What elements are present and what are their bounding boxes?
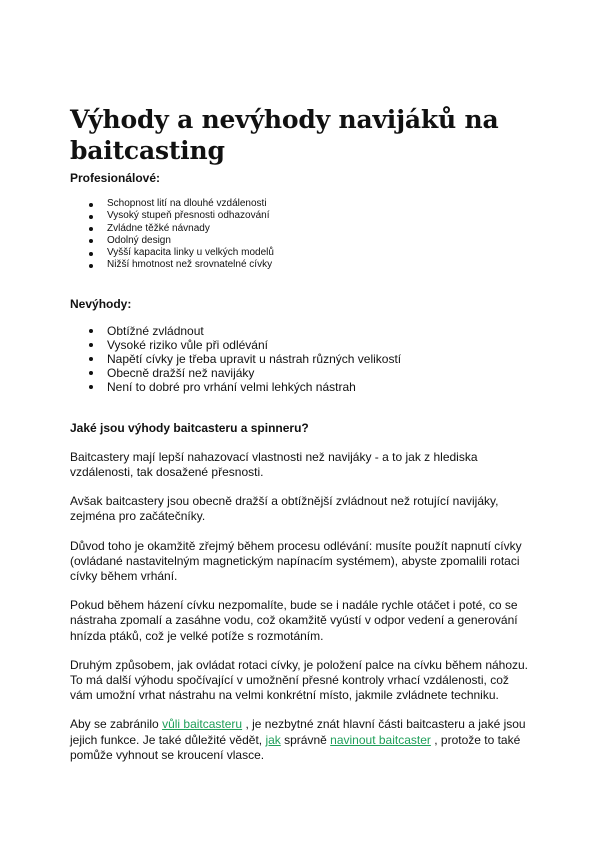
cons-list xyxy=(70,324,530,394)
list-item: Vyšší kapacita linky u velkých modelů xyxy=(70,247,530,259)
link-how[interactable]: jak xyxy=(265,732,281,747)
paragraph-text: , je nezbytné znát hlavní části baitcasteru a jaké jsou jejich funkce. Je také důležité vědět, xyxy=(70,717,526,747)
list-item: Odolný design xyxy=(70,235,530,247)
pros-label: Profesionálové: xyxy=(70,171,161,185)
paragraph: Avšak baitcastery jsou obecně dražší a obtížnější zvládnout než rotující navijáky, zejména pro začátečníky. xyxy=(70,494,499,524)
link-baitcaster-backlash[interactable]: vůli baitcasteru xyxy=(162,717,243,732)
paragraph: Pokud během házení cívku nezpomalíte, bude se i nadále rychle otáčet i poté, co se nástraha zpomalí a zasáhne vodu, což okamžitě vyústí v odpor vedení a generování hnízda ptáků, což je velké potíže s rozmotáním. xyxy=(70,598,518,643)
link-spool-baitcaster[interactable]: navinout baitcaster xyxy=(330,732,431,747)
list-item: Obecně dražší než navijáky xyxy=(70,366,530,380)
list-item: Napětí cívky je třeba upravit u nástrah různých velikostí xyxy=(70,352,530,366)
section-question: Jaké jsou výhody baitcasteru a spinneru? xyxy=(70,420,309,435)
pros-list xyxy=(70,198,530,272)
list-item: Není to dobré pro vrhání velmi lehkých nástrah xyxy=(70,380,530,394)
cons-label: Nevýhody: xyxy=(70,296,132,311)
document-page xyxy=(70,104,530,763)
paragraph-text: Aby se zabránilo xyxy=(70,717,163,732)
list-item: Vysoké riziko vůle při odlévání xyxy=(70,338,530,352)
list-item: Vysoký stupeň přesnosti odhazování xyxy=(70,210,530,222)
paragraph: Důvod toho je okamžitě zřejmý během procesu odlévání: musíte použít napnutí cívky (ovládané nastavitelným magnetickým napínacím systémem), abyste zpomalili rotaci cívky během vrhání. xyxy=(70,538,522,583)
list-item: Zvládne těžké návnady xyxy=(70,223,530,235)
list-item: Obtížné zvládnout xyxy=(70,324,530,338)
paragraph: Baitcastery mají lepší nahazovací vlastnosti než navijáky - a to jak z hlediska vzdálenosti, tak dosažené přesnosti. xyxy=(70,449,478,479)
last-paragraph xyxy=(70,717,530,763)
page-title: Výhody a nevýhody navijáků na baitcasting xyxy=(70,105,499,165)
list-item: Nižší hmotnost než srovnatelné cívky xyxy=(70,259,530,271)
paragraph-text: správně xyxy=(280,732,331,747)
paragraph: Druhým způsobem, jak ovládat rotaci cívky, je položení palce na cívku během náhozu. To má další výhodu spočívající v umožnění přesné kontroly vrhací vzdálenosti, což vám umožní vrhat nástrahu na velmi konkrétní místo, jakmile zvládnete techniku. xyxy=(70,657,529,703)
paragraph-text: , protože to také pomůže vyhnout se kroucení vlasce. xyxy=(70,732,521,762)
list-item: Schopnost lití na dlouhé vzdálenosti xyxy=(70,198,530,210)
